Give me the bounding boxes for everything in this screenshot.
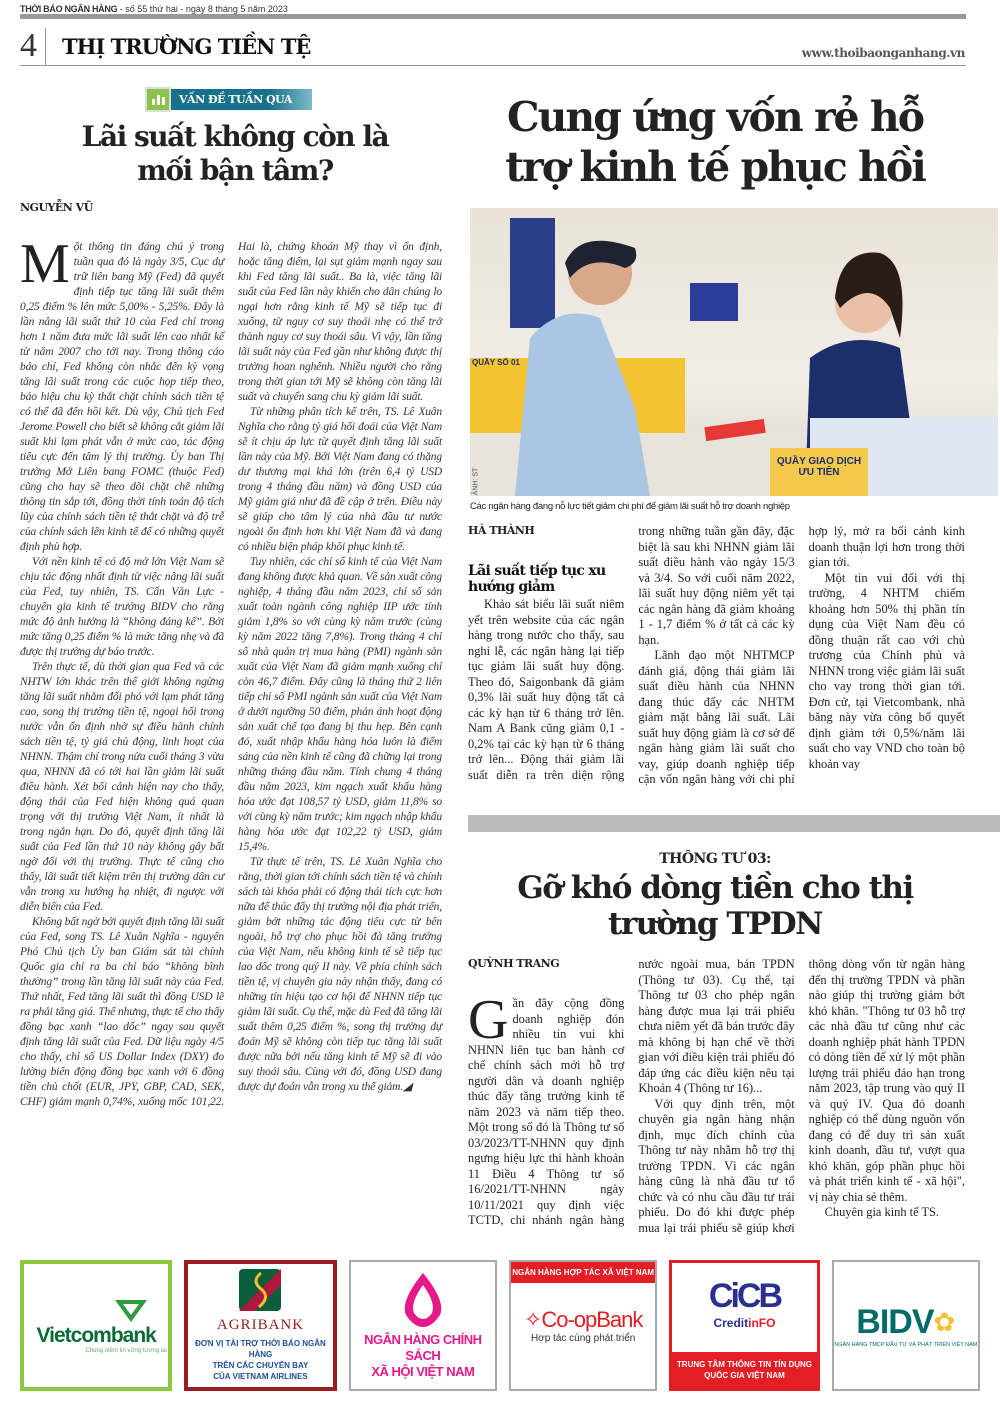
cic-text [672, 1352, 816, 1388]
bank-counter-photo [470, 208, 998, 496]
drop-cap: G [468, 989, 509, 1051]
ad-cic[interactable] [669, 1260, 819, 1391]
ad-bidv[interactable] [832, 1260, 980, 1391]
article3-title: Gỡ khó dòng tiền cho thị trường TPDN [517, 870, 913, 942]
article1-paragraph: Tuy nhiên, các chỉ số kinh tế của Việt Nam đang không được khả quan. Về sản xuất công nghiệp, 4 tháng đầu năm 2023, chỉ số sản xuất toàn ngành công nghiệp IIP ước tính giảm 1,8% so với cùng kỳ năm trước (cùng kỳ năm 2022 tăng 7,8%). Trong tháng 4 chỉ số nhà quản trị mua hàng (PMI) ngành sản xuất của Việt Nam đã giảm mạnh xuống chỉ còn 46,7 điểm. Đây cũng là tháng thứ 2 liên tiếp chỉ số PMI ngành sản xuất của Việt Nam ở dưới ngưỡng 50 điểm, phản ánh hoạt động sản xuất chế tạo đang bị thu hẹp. Bên cạnh đó, xuất nhập khẩu hàng hóa luôn là điểm sáng của nền kinh tế cũng đã chững lại trong những tháng đầu năm. Tính chung 4 tháng đầu năm 2023, kim ngạch xuất khẩu hàng hóa ước đạt 108,57 tỷ USD, giảm 11,8% so với cùng kỳ năm trước; kim ngạch nhập khẩu hàng hóa ước đạt 102,22 tỷ USD, giảm 15,4%. [238, 556, 442, 853]
ad-coopbank[interactable] [509, 1260, 657, 1391]
vbsp-text-line: XÃ HỘI VIỆT NAM [371, 1364, 475, 1379]
article2-paragraph: Lãnh đạo một NHTMCP đánh giá, động thái giảm lãi suất điều hành của NHNN đang thúc đẩy các NHTM giảm mặt bằng lãi suất. Lãi suất huy động giảm là cơ sở để ngân hàng giảm lãi suất cho vay, giúp doanh nghiệp tiếp cận vốn ngân hàng với chi phí hợp lý, mở ra bối cảnh kinh doanh thuận lợi hơn trong thời gian tới. [638, 524, 965, 786]
vietcombank-logo-icon [113, 1298, 149, 1324]
vbsp-text [351, 1332, 495, 1380]
article2-subhead: Lãi suất tiếp tục xu hướng giảm [468, 563, 606, 595]
ad-agribank[interactable] [184, 1260, 336, 1391]
masthead-line [20, 4, 288, 14]
sponsor-ads [20, 1260, 980, 1392]
agribank-text-line: TRÊN CÁC CHUYẾN BAY [212, 1361, 309, 1370]
coopbank-name-text: Co-opBank [541, 1307, 643, 1332]
ad-vbsp[interactable] [349, 1260, 497, 1391]
header-bar [20, 14, 966, 19]
bidv-text: NGÂN HÀNG TMCP ĐẦU TƯ VÀ PHÁT TRIỂN VIỆT NAM [834, 1342, 978, 1348]
divider-bar [468, 815, 1000, 832]
article1-paragraph: Không bất ngờ bởi quyết định tăng lãi suất của Fed, song TS. Lê Xuân Nghĩa - nguyên Phó Chủ tịch Ủy ban Giám sát tài chính Quốc gia chỉ ra ba chỉ báo “không bình thường” trong lần tăng lãi suất này của Fed. Thứ nhất, Fed tăng lãi suất thì đồng USD lẽ ra phải tăng giá. Thế nhưng, thực tế cho thấy đồng bạc xanh “lao dốc” ngay sau quyết định tăng lãi suất của Fed. Dữ liệu ngày 4/5 cho thấy, chỉ số US Dollar Index (DXY) đo lường biến động đồng bạc xanh với 6 đồng tiền chủ chốt (EUR, JPY, GBP, CAD, SEK, CHF) giảm mạnh 0,74%, xuống mốc 101,22. Hai là, chứng khoán Mỹ thay vì ổn định, hoặc tăng điểm, lại sụt giảm mạnh ngay sau khi Fed tăng lãi suất.. Ba là, việc tăng lãi suất của Fed lần này khiến cho dân chúng lo ngại hơn rằng kinh tế Mỹ sẽ tiếp tục đi xuống, từ nguy cơ suy thoái nhẹ có thể trở thành nguy cơ suy thoái sâu. Vì vậy, lần tăng lãi suất này của Fed gần như không được thị trường hoan nghênh. Nhiều người cho rằng trong thời gian tới Mỹ sẽ không còn tăng lãi suất và chuyển sang chu kỳ giảm lãi suất. [20, 241, 442, 1108]
article3-paragraph: Chuyên gia kinh tế TS. [824, 1205, 940, 1219]
bidv-logo [856, 1303, 955, 1342]
article1-paragraph: Từ những phân tích kể trên, TS. Lê Xuân Nghĩa cho rằng tỷ giá hối đoái của Việt Nam sẽ ít chịu áp lực từ quyết định tăng lãi suất lần này của Mỹ. Bởi Việt Nam đang có thặng dư thương mại khá lớn (trên 6,4 tỷ USD trong 4 tháng đầu năm) và đồng USD của Mỹ giảm giá như đã đề cập ở trên. Điều này sẽ giúp cho tâm lý của nhà đầu tư nước ngoài ổn định hơn khi Việt Nam đã và đang có nhiều biện pháp khôi phục kinh tế. [238, 406, 442, 553]
bidv-star-icon: ✿ [933, 1307, 956, 1337]
site-url[interactable]: www.thoibaonganhang.vn [801, 46, 965, 60]
agribank-text-line: ĐƠN VỊ TÀI TRỢ THỜI BÁO NGÂN HÀNG [195, 1339, 326, 1359]
tag-label: VẤN ĐỀ TUẦN QUA [171, 89, 312, 110]
cic-text-line: QUỐC GIA VIỆT NAM [704, 1371, 785, 1380]
article-photo [470, 208, 998, 496]
issue-info: - số 55 thứ hai - ngày 8 tháng 5 năm 2023 [117, 4, 288, 14]
drop-cap: M [20, 233, 70, 295]
priority-sign: QUẦY GIAO DỊCH ƯU TIÊN [776, 456, 862, 478]
article2-paragraph: Một tin vui đối với thị trường, 4 NHTM chiếm khoảng hơn 50% thị phần tín dụng của Việt Nam đều có đồng thuận rất cao với chủ trương của Chính phủ và NHNN trong việc giảm lãi suất cho vay trong thời gian tới. Đơn cử, tại Vietcombank, nhà băng này vừa công bố quyết định giảm tới 0,5%/năm lãi suất cho vay VND cho toàn bộ khoản vay [808, 570, 965, 771]
cic-info-text: inFO [748, 1316, 776, 1330]
coopbank-header: NGÂN HÀNG HỢP TÁC XÃ VIỆT NAM [511, 1262, 655, 1283]
article2-byline: HÀ THÀNH [468, 524, 535, 537]
agribank-name: AGRIBANK [216, 1317, 305, 1333]
ad-vietcombank[interactable] [20, 1260, 172, 1391]
article1-paragraph: Từ thực tế trên, TS. Lê Xuân Nghĩa cho rằng, thời gian tới chính sách tiền tệ và chính sách tài khóa phải có động thái tích cực hơn nữa để thúc đẩy thị trường nội địa phát triển, giảm bớt những tác động tiêu cực từ bên ngoài, hỗ trợ cho phục hồi đà tăng trưởng của Việt Nam, nếu không kinh tế sẽ tiếp tục lao dốc trong quý II này. Về phía chính sách tiền tệ, vị chuyên gia này nhận thấy, đang có những tín hiệu tạo cơ hội để NHNN tiếp tục giảm lãi suất. Cụ thể, mặc dù Fed đã tăng lãi suất thêm 0,25 điểm %, song thị trường dự đoán Mỹ sẽ không còn tiếp tục tăng lãi suất được nữa bởi nếu tăng kinh tế Mỹ sẽ đi vào suy thoái sâu. Cùng với đó, đồng USD đang được dự đoán vẫn trong xu thế giảm.◢ [238, 856, 442, 1093]
coopbank-swirl-icon: ✧ [523, 1307, 542, 1332]
article1-paragraph: Trên thực tế, dù thời gian qua Fed và các NHTW lớn khác trên thế giới không ngừng tăng lãi suất nhằm đối phó với lạm phát tăng cao, song thị trường tiền tệ, ngoại hối trong nước vẫn ổn định nhờ sự điều hành chính sách tiền tệ, tỷ giá chủ động, linh hoạt của NHNN. Thậm chí trong nửa cuối tháng 3 vừa qua, NHNN đã có tới hai lần giảm lãi suất điều hành. Xét bối cảnh hiện nay cho thấy, động thái của Fed hiện không quá quan trọng với thị trường Việt Nam, ít nhất là trong ngắn hạn. Do đó, quyết định tăng lãi suất của Fed lần thứ 10 này không gây bất ngờ đối với thị trường. Thực tế cũng cho thấy, lãi suất tiết kiệm trên thị trường dân cư vẫn trong xu hướng hạ nhiệt, đi ngược với diễn biến của Fed. [20, 661, 224, 913]
agribank-logo-icon [239, 1269, 281, 1311]
article1-body [20, 233, 442, 1110]
agribank-text-line: CỦA VIETNAM AIRLINES [213, 1372, 308, 1381]
article3-kicker: THÔNG TƯ 03: [659, 851, 771, 867]
cic-credit-text: Credit [713, 1316, 749, 1330]
counter-sign: QUẦY SỐ 01 [472, 358, 520, 367]
vietcombank-slogan: Chung niềm tin vững tương lai [85, 1347, 167, 1354]
photo-caption: Các ngân hàng đang nỗ lực tiết giảm chi phí để giảm lãi suất hỗ trợ doanh nghiệp [470, 501, 790, 512]
vietcombank-name: Vietcombank [36, 1323, 156, 1347]
paper-name: THỜI BÁO NGÂN HÀNG [20, 4, 118, 14]
vbsp-mark: VBSP [413, 1319, 433, 1326]
agribank-text [188, 1338, 332, 1382]
article1-paragraph: Với nền kinh tế có độ mở lớn Việt Nam sẽ chịu tác động nhất định từ việc nâng lãi suất của Fed, tuy nhiên, TS. Cấn Văn Lực - chuyên gia kinh tế trưởng BIDV cho rằng mức độ ảnh hưởng là “không đáng kể”. Bởi mức tăng 0,25 điểm % là mức tăng nhẹ và đã được thị trường dự báo trước. [20, 556, 224, 658]
article1-byline: NGUYỄN VŨ [20, 201, 93, 214]
article2-body [468, 524, 965, 792]
vbsp-text-line: NGÂN HÀNG CHÍNH SÁCH [364, 1332, 482, 1363]
article1-paragraph [20, 233, 224, 555]
cic-mark: CiCB [708, 1277, 781, 1315]
bidv-name: BIDV [856, 1303, 934, 1341]
coopbank-name [524, 1307, 643, 1333]
article3-paragraph: Với quy định trên, một chuyên gia ngân hàng nhận định, mục đích chính của Thông tư này nhằm hỗ trợ thị trường TPDN. Vì các ngân hàng cũng là nhà đầu tư tổ chức và có nhu cầu đầu tư trái phiếu. Do đó khi được phép mua lại trái phiếu sẽ giúp khơi thông dòng vốn từ ngân hàng đến thị trường TPDN và phần nào giúp thị trường giảm bớt khó khăn. "Thông tư 03 hỗ trợ các nhà đầu tư cũng như các doanh nghiệp phát hành TPDN có dòng tiền để xử lý một phần lượng trái phiếu đáo hạn trong năm 2023, tập trung vào quý II và quý IV. Qua đó doanh nghiệp có thể dùng nguồn vốn đang có để duy trì sản xuất kinh doanh, đầu tư, vượt qua khó khăn, góp phần phục hồi và phát triển kinh tế - xã hội", vị này chia sẻ thêm. [638, 957, 965, 1235]
article3-body [468, 957, 965, 1237]
article1-title: Lãi suất không còn là mối bận tâm? [81, 120, 389, 187]
page-number: 4 [20, 28, 46, 66]
photo-credit: ẢNH: ST [472, 467, 480, 496]
paragraph-text: ần đây cộng đồng doanh nghiệp đón nhiều tin vui khi NHNN liên tục ban hành cơ chế chính sách mới hỗ trợ người dân và doanh nghiệp thúc đẩy tăng trưởng kinh tế năm 2023 và năm tiếp theo. Một trong số đó là Thông tư số 03/2023/TT-NHNN quy định ngưng hiệu lực thi hành khoản 11 Điều 4 Thông tư số 16/2021/TT-NHNN ngày 10/11/2021 quy định việc TCTD, chi nhánh ngân hàng nước ngoài mua, bán TPDN (Thông tư 03). Cụ thể, tại Thông tư 03 cho phép ngân hàng được mua lại trái phiếu chưa niêm yết đã bán trước đây mà không bị hạn chế về thời gian với điều kiện trái phiếu đó đáp ứng các điều kiện nêu tại Khoản 4 (Thông tư 16)... [468, 957, 795, 1227]
paragraph-text: ột thông tin đáng chú ý trong tuần qua đó là ngày 3/5, Cục dự trữ liên bang Mỹ (Fed) đã quyết định tiếp tục tăng lãi suất thêm 0,25 điểm % lên mức 5,00% - 5,25%. Đây là lần nâng lãi suất thứ 10 của Fed chỉ trong hơn 1 năm đưa mức lãi suất lên cao nhất kể từ năm 2007 cho tới nay. Trong thông cáo báo chí, Fed không còn nhắc đến kỳ vọng tăng lãi suất trong các cuộc họp tiếp theo, báo hiệu chu kỳ thắt chặt chính sách tiền tệ có thể đã đến hồi kết. Dù vậy, Chủ tịch Fed Jerome Powell cho biết sẽ không cắt giảm lãi suất khi lạm phát vẫn ở mức cao, tác động tiêu cực đến tâm lý thị trường. Ủy ban Thị trường Mở Liên bang FOMC (thuộc Fed) cũng cho hay sẽ theo dõi chặt chẽ những thông tin sắp tới, đồng thời tính toán độ tích lũy của chính sách tiền tệ thắt chặt và độ trễ của chính sách lên kinh tế để có những quyết định phù hợp. [20, 241, 224, 553]
article3-byline: QUỲNH TRANG [468, 957, 560, 970]
cic-creditinfo [713, 1316, 775, 1330]
article2-title: Cung ứng vốn rẻ hỗ trợ kinh tế phục hồi [505, 93, 925, 191]
cic-text-line: TRUNG TÂM THÔNG TIN TÍN DỤNG [676, 1360, 813, 1369]
section-title: THỊ TRƯỜNG TIỀN TỆ [62, 34, 311, 59]
article2-paragraph: Khảo sát biểu lãi suất niêm yết trên website của các ngân hàng trong nước cho thấy, sau nghỉ lễ, các ngân hàng lại tiếp tục giảm lãi suất huy động. Theo đó, Saigonbank đã giảm 0,3% lãi suất huy động tất cả các kỳ hạn từ 6 tháng trở lên. Nam A Bank cũng giảm 0,1 - 0,2% tại các kỳ hạn từ 6 tháng trở lên... Động thái giảm lãi suất diễn ra trên diện rộng trong những tuần gần đây, đặc biệt là sau khi NHNN giảm lãi suất điều hành vào ngày 15/3 và 3/4. So với cuối năm 2022, lãi suất huy động niêm yết tại các ngân hàng đã giảm khoảng 1 - 1,7 điểm % ở tất cả các kỳ hạn. [468, 524, 795, 782]
section-tag [145, 87, 312, 112]
chart-icon [145, 87, 171, 112]
coopbank-slogan: Hợp tác cùng phát triển [530, 1333, 636, 1344]
header-rule [20, 65, 966, 66]
